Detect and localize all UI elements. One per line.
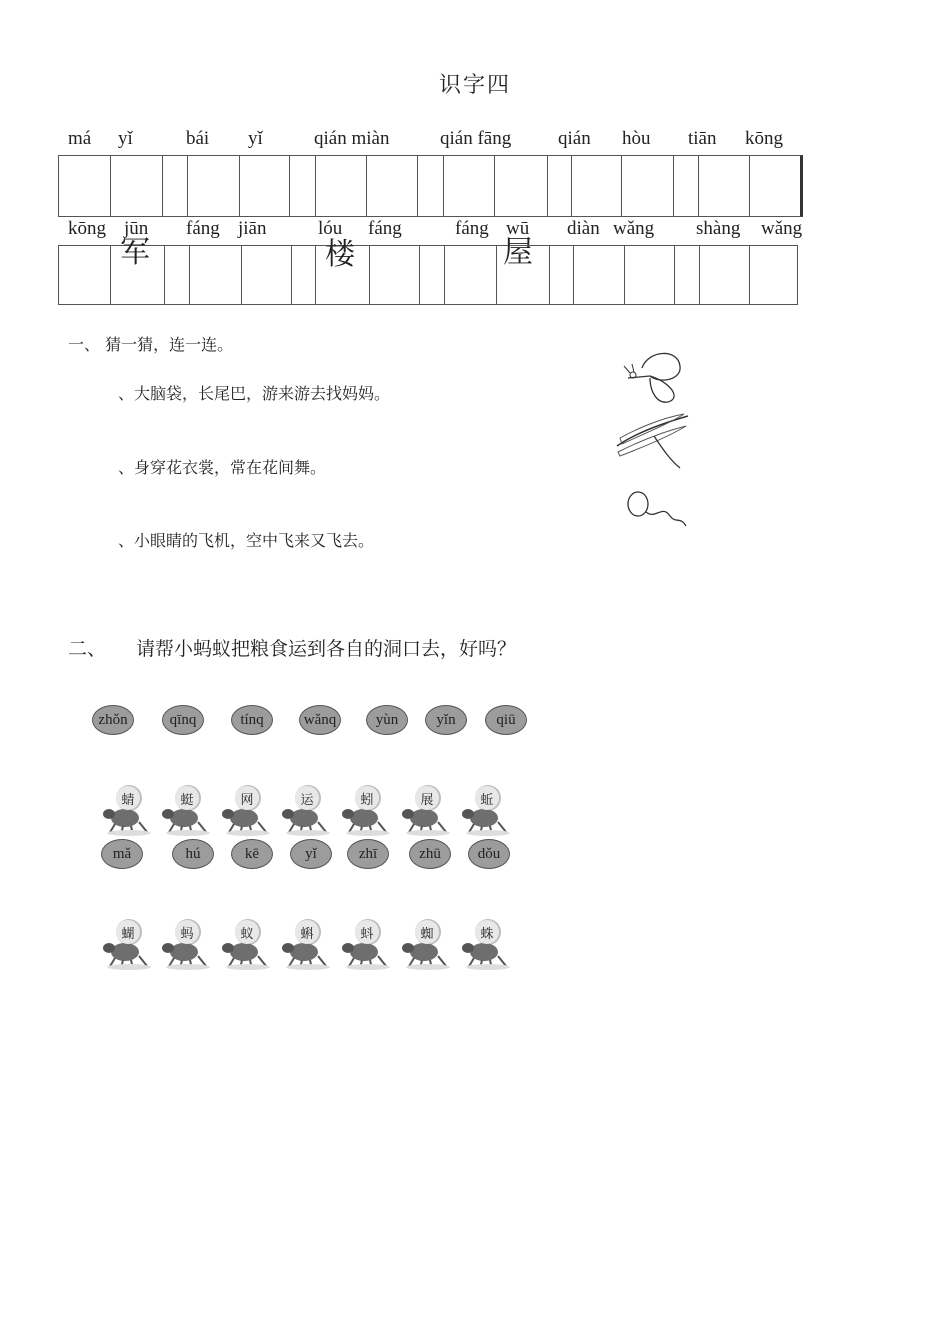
riddle-item: 、身穿花衣裳，常在花间舞。 xyxy=(118,458,327,477)
pinyin: qián xyxy=(558,128,591,149)
ant-character: 蚯 xyxy=(475,786,499,810)
dragonfly-icon xyxy=(612,412,694,472)
pinyin: yǐ xyxy=(248,128,263,149)
pinyin: diàn xyxy=(567,218,600,239)
ant-icon[interactable] xyxy=(340,918,390,970)
pinyin-pill[interactable]: qīnq xyxy=(162,705,204,735)
pinyin-pill[interactable]: zhū xyxy=(409,839,451,869)
section2-heading: 请帮小蚂蚁把粮食运到各自的洞口去，好吗？ xyxy=(136,638,517,660)
pinyin-pill[interactable]: yùn xyxy=(366,705,408,735)
section2-number: 二、 xyxy=(68,638,107,660)
ant-character: 蜻 xyxy=(116,786,140,810)
pinyin-pill[interactable]: wǎnq xyxy=(299,705,341,735)
pinyin-pill[interactable]: kē xyxy=(231,839,273,869)
pinyin-pill[interactable]: mǎ xyxy=(101,839,143,869)
ant-icon[interactable] xyxy=(220,918,270,970)
ant-icon[interactable] xyxy=(400,784,450,836)
ant-icon[interactable] xyxy=(400,918,450,970)
page-title: 识字四 xyxy=(438,73,511,98)
ant-icon[interactable] xyxy=(460,784,510,836)
pinyin: shàng xyxy=(696,218,741,239)
pinyin: hòu xyxy=(622,128,651,149)
pinyin: kōng xyxy=(745,128,783,149)
pinyin: tiān xyxy=(688,128,717,149)
character: 军 xyxy=(120,235,150,270)
ant-character: 运 xyxy=(295,786,319,810)
pinyin-pill[interactable]: zhǒn xyxy=(92,705,134,735)
pinyin: lóu xyxy=(318,218,343,239)
pinyin: qián fāng xyxy=(440,128,512,149)
pinyin: wǎng xyxy=(761,218,803,239)
section1-heading: 一、 猜一猜，连一连。 xyxy=(68,335,234,354)
pinyin: fáng xyxy=(455,218,489,239)
pinyin-pill[interactable]: zhī xyxy=(347,839,389,869)
pinyin: qián miàn xyxy=(314,128,390,149)
ant-icon[interactable] xyxy=(160,784,210,836)
pinyin-pill[interactable]: yǐn xyxy=(425,705,467,735)
ant-character: 蝴 xyxy=(116,920,140,944)
pinyin: wū xyxy=(506,218,530,239)
ant-icon[interactable] xyxy=(460,918,510,970)
riddle-item: 、小眼睛的飞机，空中飞来又飞去。 xyxy=(118,531,375,550)
pinyin: jūn xyxy=(124,218,149,239)
pinyin-pill[interactable]: hú xyxy=(172,839,214,869)
pinyin-pill[interactable]: dǒu xyxy=(468,839,510,869)
character: 屋 xyxy=(503,235,533,270)
ant-character: 蚁 xyxy=(235,920,259,944)
ant-icon[interactable] xyxy=(220,784,270,836)
ant-character: 蜘 xyxy=(415,920,439,944)
ant-character: 蛛 xyxy=(475,920,499,944)
butterfly-icon xyxy=(620,348,690,408)
pinyin-pill[interactable]: qiū xyxy=(485,705,527,735)
pinyin: bái xyxy=(186,128,210,149)
ant-icon[interactable] xyxy=(101,784,151,836)
ant-icon[interactable] xyxy=(101,918,151,970)
pinyin: má xyxy=(68,128,92,149)
pinyin: kōng xyxy=(68,218,106,239)
ant-icon[interactable] xyxy=(340,784,390,836)
writing-grid-row2 xyxy=(58,245,798,305)
pinyin: yǐ xyxy=(118,128,133,149)
pinyin: fáng xyxy=(368,218,402,239)
ant-character: 蚂 xyxy=(175,920,199,944)
pinyin-pill[interactable]: tínq xyxy=(231,705,273,735)
ant-character: 蚪 xyxy=(355,920,379,944)
ant-character: 展 xyxy=(415,786,439,810)
tadpole-icon xyxy=(624,486,690,532)
ant-icon[interactable] xyxy=(280,918,330,970)
ant-character: 蜓 xyxy=(175,786,199,810)
pinyin-pill[interactable]: yǐ xyxy=(290,839,332,869)
writing-grid-row1 xyxy=(58,155,803,217)
ant-icon[interactable] xyxy=(160,918,210,970)
ant-character: 蚓 xyxy=(355,786,379,810)
pinyin: jiān xyxy=(238,218,267,239)
pinyin: fáng xyxy=(186,218,220,239)
character: 楼 xyxy=(325,237,355,272)
ant-icon[interactable] xyxy=(280,784,330,836)
ant-character: 网 xyxy=(235,786,259,810)
riddle-item: 、大脑袋，长尾巴，游来游去找妈妈。 xyxy=(118,384,391,403)
pinyin: wǎng xyxy=(613,218,655,239)
ant-character: 蝌 xyxy=(295,920,319,944)
